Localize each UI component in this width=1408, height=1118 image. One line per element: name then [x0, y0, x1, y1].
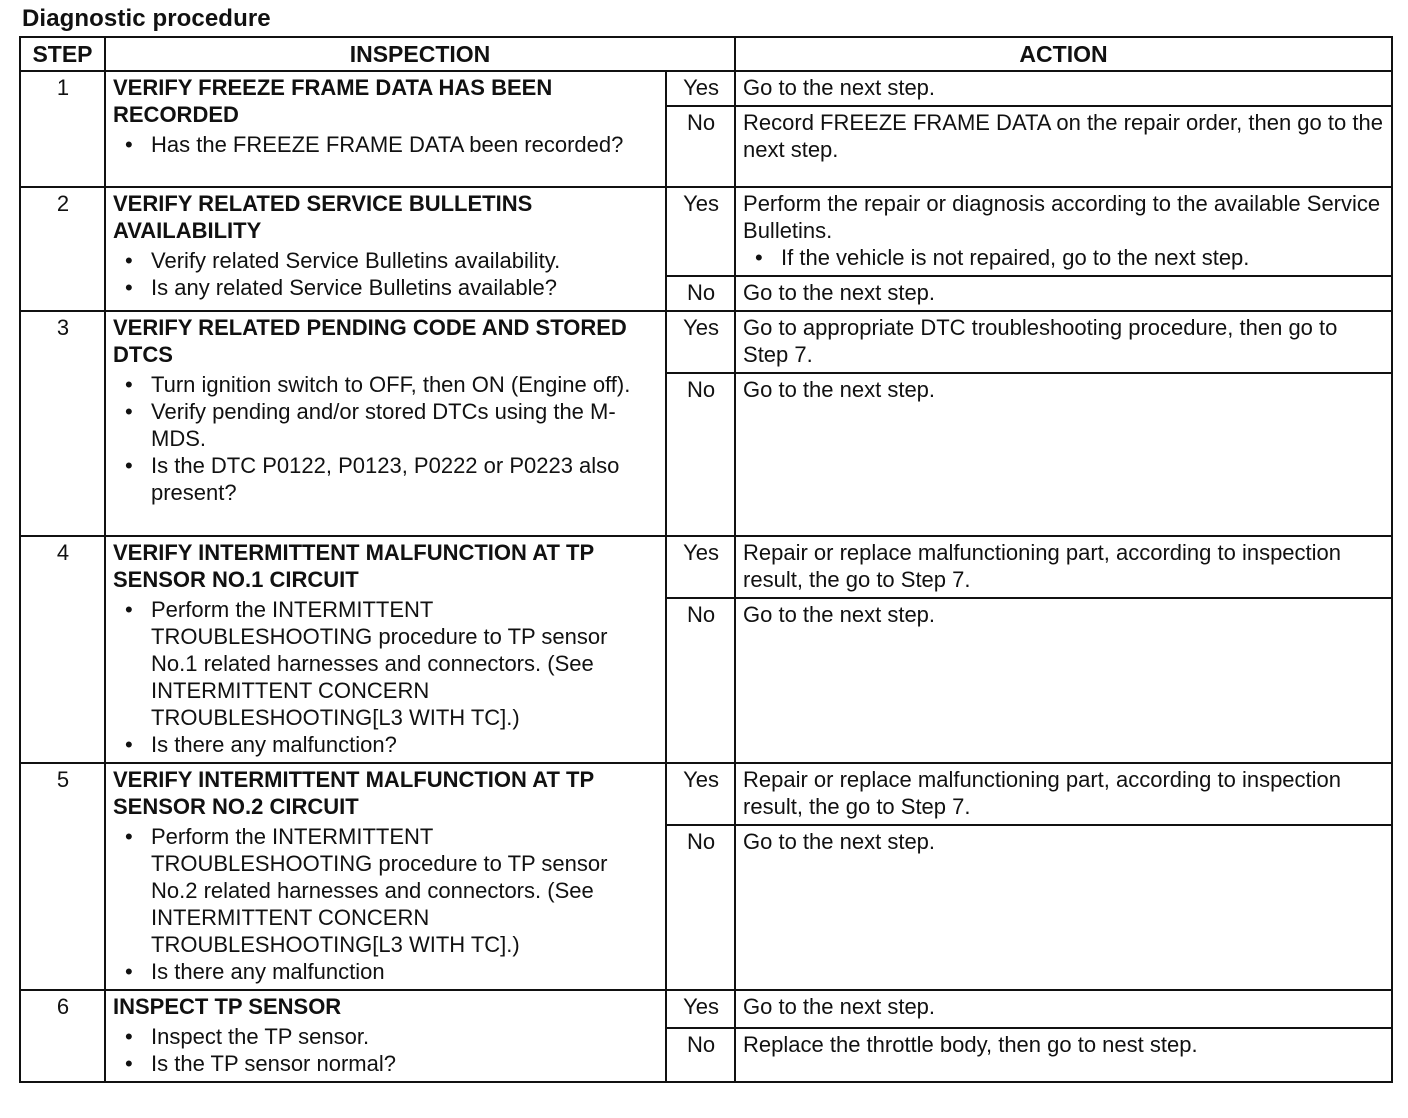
no-label: No: [666, 373, 735, 536]
step-row-yes: [20, 71, 1392, 106]
yes-action-bullets: [743, 244, 1385, 271]
yes-action: [735, 71, 1392, 106]
no-action: Replace the throttle body, then go to nest step.: [735, 1028, 1392, 1082]
step-number: 1: [20, 71, 105, 187]
inspection-heading: VERIFY INTERMITTENT MALFUNCTION AT TP SENSOR NO.2 CIRCUIT: [113, 767, 594, 819]
inspection-heading: VERIFY FREEZE FRAME DATA HAS BEEN RECORDED: [113, 75, 553, 127]
yes-action-text: Go to the next step.: [743, 75, 936, 100]
inspection-bullets: [113, 596, 659, 758]
yes-action: [735, 763, 1392, 825]
inspection-bullets: [113, 823, 659, 985]
inspection-bullet: • Perform the INTERMITTENT TROUBLESHOOTING procedure to TP sensor No.1 related harnesses and connectors. (See INTERMITTENT CONCERN TROUBLESHOOTING[L3 WITH TC].): [113, 596, 659, 731]
yes-label: Yes: [666, 536, 735, 598]
yes-label: Yes: [666, 71, 735, 106]
inspection-cell: [105, 536, 666, 763]
yes-label: Yes: [666, 763, 735, 825]
header-inspection: INSPECTION: [105, 37, 735, 71]
inspection-bullet: • Is there any malfunction?: [113, 731, 659, 758]
inspection-bullets: [113, 247, 659, 301]
header-step: STEP: [20, 37, 105, 71]
inspection-bullet: • Is there any malfunction: [113, 958, 659, 985]
no-label: No: [666, 598, 735, 763]
no-action: Go to the next step.: [735, 373, 1392, 536]
step-number: 3: [20, 311, 105, 536]
yes-action-text: Repair or replace malfunctioning part, according to inspection result, the go to Step 7.: [743, 767, 1342, 819]
inspection-bullet: • Inspect the TP sensor.: [113, 1023, 659, 1050]
inspection-bullet: • Turn ignition switch to OFF, then ON (Engine off).: [113, 371, 659, 398]
header-row: [20, 37, 1392, 71]
inspection-heading: VERIFY RELATED SERVICE BULLETINS AVAILABILITY: [113, 191, 533, 243]
no-action: Go to the next step.: [735, 825, 1392, 990]
no-label: No: [666, 106, 735, 187]
step-row-yes: [20, 763, 1392, 825]
inspection-bullet: • Verify pending and/or stored DTCs using the M-MDS.: [113, 398, 659, 452]
yes-action-text: Perform the repair or diagnosis according to the available Service Bulletins.: [743, 191, 1381, 243]
diagnostic-table: [19, 36, 1393, 1083]
inspection-cell: [105, 187, 666, 311]
page-title: Diagnostic procedure: [22, 5, 271, 32]
inspection-bullet: • Is the DTC P0122, P0123, P0222 or P0223 also present?: [113, 452, 659, 506]
inspection-heading: VERIFY RELATED PENDING CODE AND STORED DTCS: [113, 315, 627, 367]
inspection-cell: [105, 71, 666, 187]
no-label: No: [666, 276, 735, 311]
step-row-yes: [20, 990, 1392, 1028]
step-number: 6: [20, 990, 105, 1082]
yes-label: Yes: [666, 311, 735, 373]
no-label: No: [666, 825, 735, 990]
inspection-bullet: • Is any related Service Bulletins available?: [113, 274, 659, 301]
step-number: 5: [20, 763, 105, 990]
no-action: Go to the next step.: [735, 276, 1392, 311]
inspection-bullets: [113, 131, 659, 158]
inspection-cell: [105, 311, 666, 536]
step-row-yes: [20, 536, 1392, 598]
yes-action-text: Repair or replace malfunctioning part, according to inspection result, the go to Step 7.: [743, 540, 1342, 592]
yes-action-bullet: • If the vehicle is not repaired, go to the next step.: [743, 244, 1385, 271]
step-row-yes: [20, 311, 1392, 373]
no-action: Go to the next step.: [735, 598, 1392, 763]
inspection-bullet: • Perform the INTERMITTENT TROUBLESHOOTING procedure to TP sensor No.2 related harnesses and connectors. (See INTERMITTENT CONCERN TROUBLESHOOTING[L3 WITH TC].): [113, 823, 659, 958]
step-number: 4: [20, 536, 105, 763]
no-label: No: [666, 1028, 735, 1082]
inspection-cell: [105, 990, 666, 1082]
yes-label: Yes: [666, 187, 735, 276]
yes-action-text: Go to appropriate DTC troubleshooting procedure, then go to Step 7.: [743, 315, 1338, 367]
step-number: 2: [20, 187, 105, 311]
yes-action: [735, 536, 1392, 598]
inspection-cell: [105, 763, 666, 990]
inspection-bullet: • Has the FREEZE FRAME DATA been recorded?: [113, 131, 659, 158]
yes-action-text: Go to the next step.: [743, 994, 936, 1019]
yes-label: Yes: [666, 990, 735, 1028]
inspection-heading: VERIFY INTERMITTENT MALFUNCTION AT TP SENSOR NO.1 CIRCUIT: [113, 540, 594, 592]
inspection-bullet: • Is the TP sensor normal?: [113, 1050, 659, 1077]
header-action: ACTION: [735, 37, 1392, 71]
step-row-yes: [20, 187, 1392, 276]
inspection-bullets: [113, 371, 659, 506]
inspection-bullets: [113, 1023, 659, 1077]
yes-action: [735, 187, 1392, 276]
yes-action: [735, 990, 1392, 1028]
no-action: Record FREEZE FRAME DATA on the repair order, then go to the next step.: [735, 106, 1392, 187]
inspection-heading: INSPECT TP SENSOR: [113, 994, 342, 1019]
yes-action: [735, 311, 1392, 373]
inspection-bullet: • Verify related Service Bulletins availability.: [113, 247, 659, 274]
